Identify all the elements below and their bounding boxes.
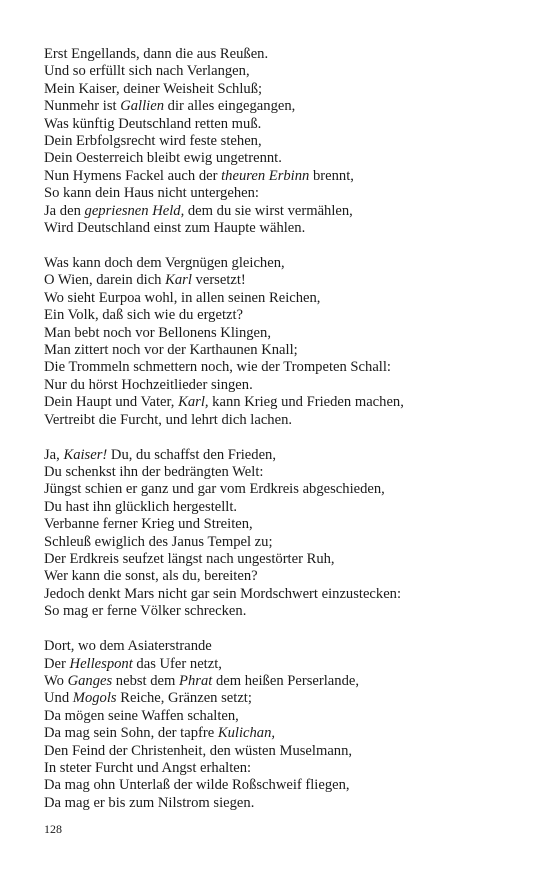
verse-text: So mag er ferne Völker schrecken.: [44, 603, 247, 620]
verse-line: [44, 255, 524, 272]
italic-name: Kaiser!: [63, 446, 108, 463]
verse-text: Dein Haupt und Vater,: [44, 394, 179, 411]
verse-line: [44, 307, 524, 324]
verse-line: [44, 394, 524, 411]
verse-line: [44, 359, 524, 376]
verse-text: Jüngst schien er ganz und gar vom Erdkreis abgeschieden,: [44, 481, 385, 498]
verse-line: [44, 656, 524, 673]
italic-name: Karl,: [178, 394, 209, 411]
verse-line: [44, 377, 524, 394]
verse-text: Mein Kaiser, deiner Weisheit Schluß;: [44, 80, 263, 97]
verse-line: [44, 220, 524, 237]
verse-line: [44, 133, 524, 150]
verse-text: Man zittert noch vor der Karthaunen Knall;: [44, 342, 298, 358]
verse-text: Vertreibt die Furcht, und lehrt dich lachen.: [44, 411, 293, 428]
verse-text: Du hast ihn glücklich hergestellt.: [44, 498, 238, 515]
verse-line: [44, 725, 524, 742]
verse-text: O Wien, darein dich: [44, 272, 166, 289]
verse-text: Du, du schaffst den Frieden,: [107, 446, 276, 463]
italic-name: Gallien: [120, 98, 164, 115]
verse-line: [44, 743, 524, 760]
verse-line: [44, 499, 524, 516]
verse-text: brennt,: [309, 167, 354, 184]
verse-line: [44, 81, 524, 98]
verse-text: Was künftig Deutschland retten muß.: [44, 115, 262, 132]
verse-line: [44, 342, 524, 359]
verse-line: [44, 290, 524, 307]
verse-text: Ja,: [44, 446, 64, 463]
verse-text: nebst dem: [112, 672, 180, 689]
verse-text: Verbanne ferner Krieg und Streiten,: [44, 516, 253, 533]
verse-text: Den Feind der Christenheit, den wüsten Muselmann,: [44, 742, 353, 759]
stanza: [44, 255, 524, 429]
verse-line: [44, 272, 524, 289]
verse-text: Nunmehr ist: [44, 98, 121, 115]
verse-text: Die Trommeln schmettern noch, wie der Trompeten Schall:: [44, 359, 391, 376]
verse-text: Was kann doch dem Vergnügen gleichen,: [44, 254, 285, 271]
verse-text: Da mögen seine Waffen schalten,: [44, 707, 239, 724]
verse-text: Dort, wo dem Asiaterstrande: [44, 638, 212, 655]
verse-line: [44, 447, 524, 464]
italic-name: theuren Erbinn: [221, 167, 310, 184]
verse-line: [44, 534, 524, 551]
stanza: [44, 638, 524, 812]
italic-name: Hellespont: [69, 655, 133, 672]
verse-text: Der Erdkreis seufzet längst nach ungestörter Ruh,: [44, 550, 335, 567]
verse-text: Wo: [44, 672, 68, 689]
verse-line: [44, 586, 524, 603]
italic-name: Mogols: [72, 690, 117, 707]
verse-text: Nur du hörst Hochzeitlieder singen.: [44, 376, 253, 393]
verse-text: Da mag er bis zum Nilstrom siegen.: [44, 794, 255, 811]
verse-line: [44, 412, 524, 429]
italic-name: Phrat: [179, 672, 213, 689]
verse-text: Erst Engellands, dann die aus Reußen.: [44, 46, 269, 62]
verse-text: Und: [44, 690, 73, 707]
verse-line: [44, 203, 524, 220]
verse-text: Ein Volk, daß sich wie du ergetzt?: [44, 307, 244, 324]
verse-line: [44, 325, 524, 342]
verse-text: Reiche, Gränzen setzt;: [116, 690, 252, 707]
poem-text: [44, 46, 524, 830]
verse-text: Wo sieht Eurpoa wohl, in allen seinen Reichen,: [44, 289, 321, 306]
verse-text: Jedoch denkt Mars nicht gar sein Mordschwert einzustecken:: [44, 585, 402, 602]
verse-text: das Ufer netzt,: [132, 655, 222, 672]
verse-line: [44, 63, 524, 80]
verse-text: dem heißen Perserlande,: [212, 672, 359, 689]
verse-line: [44, 464, 524, 481]
verse-line: [44, 46, 524, 63]
verse-text: Der: [44, 655, 70, 672]
verse-text: Dein Erbfolgsrecht wird feste stehen,: [44, 133, 262, 150]
verse-text: Man bebt noch vor Bellonens Klingen,: [44, 324, 271, 341]
verse-text: dem du sie wirst vermählen,: [184, 202, 353, 219]
verse-text: dir alles eingegangen,: [164, 98, 296, 115]
italic-name: gepriesnen Held,: [84, 202, 185, 219]
verse-line: [44, 516, 524, 533]
verse-line: [44, 116, 524, 133]
italic-name: Kulichan,: [217, 725, 276, 742]
verse-line: [44, 98, 524, 115]
verse-text: So kann dein Haus nicht untergehen:: [44, 185, 259, 202]
verse-text: Nun Hymens Fackel auch der: [44, 167, 222, 184]
verse-text: Und so erfüllt sich nach Verlangen,: [44, 63, 250, 80]
verse-text: Wer kann die sonst, als du, bereiten?: [44, 568, 258, 585]
verse-line: [44, 168, 524, 185]
verse-line: [44, 638, 524, 655]
stanza: [44, 46, 524, 237]
verse-line: [44, 708, 524, 725]
verse-line: [44, 150, 524, 167]
verse-line: [44, 690, 524, 707]
verse-text: Dein Oesterreich bleibt ewig ungetrennt.: [44, 150, 282, 167]
verse-text: Ja den: [44, 202, 85, 219]
verse-line: [44, 568, 524, 585]
verse-line: [44, 481, 524, 498]
verse-text: Da mag sein Sohn, der tapfre: [44, 725, 218, 742]
stanza: [44, 447, 524, 621]
verse-line: [44, 603, 524, 620]
verse-line: [44, 551, 524, 568]
verse-text: Du schenkst ihn der bedrängten Welt:: [44, 463, 264, 480]
verse-line: [44, 673, 524, 690]
verse-line: [44, 760, 524, 777]
page-number: 128: [44, 822, 62, 836]
verse-text: Wird Deutschland einst zum Haupte wählen.: [44, 220, 306, 237]
italic-name: Karl: [165, 272, 192, 289]
verse-text: versetzt!: [191, 272, 246, 289]
verse-line: [44, 795, 524, 812]
verse-text: In steter Furcht und Angst erhalten:: [44, 759, 252, 776]
italic-name: Ganges: [67, 672, 113, 689]
verse-text: Schleuß ewiglich des Janus Tempel zu;: [44, 533, 273, 550]
verse-text: Da mag ohn Unterlaß der wilde Roßschweif fliegen,: [44, 777, 350, 794]
verse-text: kann Krieg und Frieden machen,: [208, 394, 404, 411]
verse-line: [44, 777, 524, 794]
verse-line: [44, 185, 524, 202]
